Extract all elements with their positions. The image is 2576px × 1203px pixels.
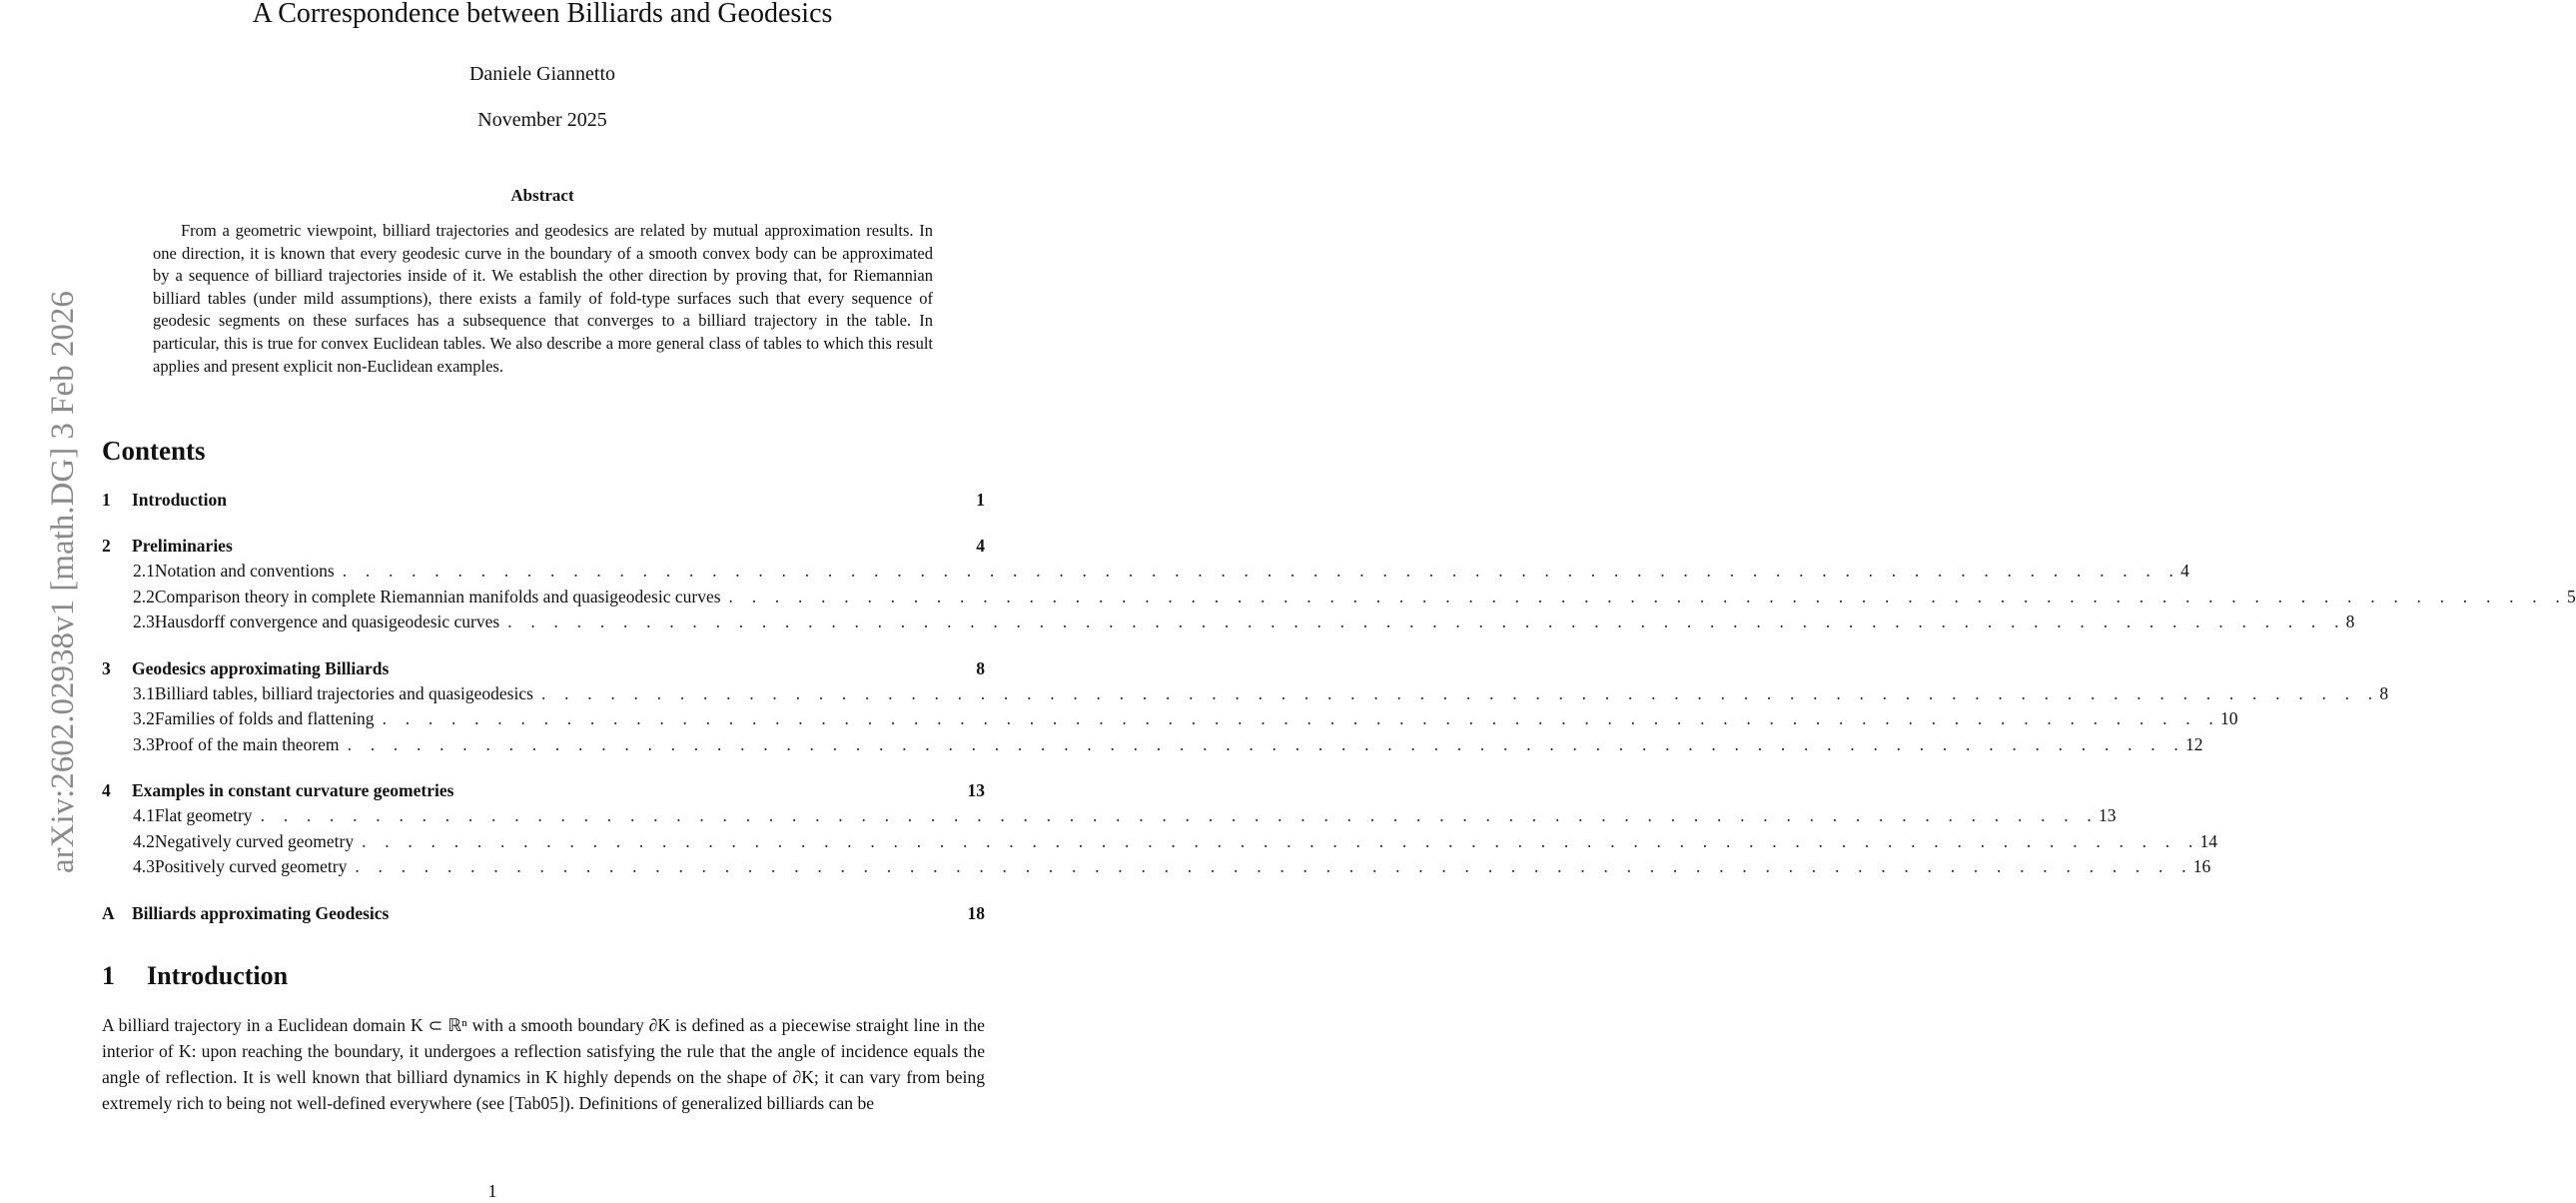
toc-subsection-label: Positively curved geometry [154, 856, 348, 876]
toc-section-page: 1 [976, 490, 985, 510]
toc-dot-leader: . . . . . . . . . . . . . . . . . . . . . . . . . . . . . . . . . . . . . . . . . . . . . . . . . . . . . . . . . . . . . . . . . . . . . . . . . . . . . . . . [362, 830, 2200, 851]
toc-section-label: Introduction [132, 490, 227, 510]
toc-subsection-page: 16 [2192, 856, 2211, 876]
toc-subsection-page: 10 [2220, 708, 2238, 728]
toc-dot-leader: . . . . . . . . . . . . . . . . . . . . . . . . . . . . . . . . . . . . . . . . . . . . . . . . . . . . . . . . . . . . . . . . . . . . . . . . . . . . . . . . [260, 805, 2099, 825]
arxiv-identifier-margin [0, 190, 81, 874]
toc-subsection-3.3[interactable] [102, 732, 2203, 758]
toc-subsection-label: Hausdorff convergence and quasigeodesic curves [154, 611, 500, 631]
page-number: 1 [487, 1181, 497, 1201]
toc-dot-leader: . . . . . . . . . . . . . . . . . . . . . . . . . . . . . . . . . . . . . . . . . . . . . . . . . . . . . . . . . . . . . . . . . . . . . . . . . . . . . . . . [382, 708, 2220, 728]
introduction-heading [102, 959, 288, 993]
paper-date: November 2025 [477, 109, 607, 131]
toc-dot-leader: . . . . . . . . . . . . . . . . . . . . . . . . . . . . . . . . . . . . . . . . . . . . . . . . . . . . . . . . . . . . . . . . . . . . . . . . . . . . . . . . [355, 856, 2193, 876]
abstract-heading: Abstract [510, 186, 574, 205]
paper-author: Daniele Giannetto [468, 63, 616, 85]
toc-subsection-label: Billiard tables, billiard trajectories and quasigeodesics [154, 682, 533, 703]
toc-subsection-2.1[interactable] [102, 559, 2189, 585]
toc-section-page: 13 [967, 780, 985, 800]
arxiv-identifier: arXiv:2602.02938v1 [math.DG] 3 Feb 2026 [45, 291, 81, 873]
toc-subsection-page: 5 [2566, 586, 2576, 606]
toc-subsection-2.3[interactable] [102, 609, 2355, 635]
toc-subsection-number: 2.1 [133, 561, 155, 581]
toc-subsection-number: 2.3 [133, 611, 155, 631]
abstract-text: From a geometric viewpoint, billiard trajectories and geodesics are related by mutual approximation results. In one direction, it is known that every geodesic curve in the boundary of a smooth convex body can be approximated by a sequence of billiard trajectories inside of it. We establish the other direction by proving that, for Riemannian billiard tables (under mild assumptions), there exists a family of fold-type surfaces such that every sequence of geodesic segments on these surfaces has a subsequence that converges to a billiard trajectory in the table. In particular, this is true for convex Euclidean tables. We also describe a more general class of tables to which this result applies and present explicit non-Euclidean examples. [153, 221, 933, 376]
toc-subsection-number: 4.1 [133, 805, 155, 825]
toc-dot-leader: . . . . . . . . . . . . . . . . . . . . . . . . . . . . . . . . . . . . . . . . . . . . . . . . . . . . . . . . . . . . . . . . . . . . . . . . . . . . . . . . [540, 682, 2380, 703]
toc-section-A[interactable] [102, 900, 985, 926]
toc-subsection-number: 4.2 [133, 830, 155, 851]
toc-subsection-label: Notation and conventions [154, 561, 335, 581]
toc-subsection-number: 3.3 [133, 733, 155, 754]
toc-subsection-label: Proof of the main theorem [154, 733, 340, 754]
toc-subsection-number: 4.3 [133, 856, 155, 876]
introduction-number: 1 [102, 961, 115, 990]
toc-section-number: 4 [102, 780, 111, 800]
toc-section-2[interactable] [102, 533, 985, 559]
toc-section-3[interactable] [102, 655, 985, 681]
toc-subsection-label: Families of folds and flattening [154, 708, 375, 728]
toc-section-page: 4 [976, 536, 985, 556]
toc-subsection-3.1[interactable] [102, 681, 2389, 707]
toc-section-label: Geodesics approximating Billiards [132, 657, 390, 678]
toc-subsection-4.1[interactable] [102, 803, 2117, 829]
toc-subsection-number: 3.2 [133, 708, 155, 728]
toc-dot-leader: . . . . . . . . . . . . . . . . . . . . . . . . . . . . . . . . . . . . . . . . . . . . . . . . . . . . . . . . . . . . . . . . . . . . . . . . . . . . . . . . [342, 561, 2181, 581]
introduction-text: A billiard trajectory in a Euclidean domain K ⊂ ℝⁿ with a smooth boundary ∂K is defined as a piecewise straight line in the interior of K: upon reaching the boundary, it undergoes a reflection satisfying the rule that the angle of incidence equals the angle of reflection. It is well known that billiard dynamics in K highly depends on the shape of ∂K; it can vary from being extremely rich to being not well-defined everywhere (see [Tab05]). Definitions of generalized billiards can be [102, 1015, 985, 1113]
toc-subsection-label: Comparison theory in complete Riemannian manifolds and quasigeodesic curves [154, 586, 721, 606]
toc-subsection-number: 3.1 [133, 682, 155, 703]
toc-subsection-page: 12 [2185, 733, 2203, 754]
toc-subsection-page: 8 [2379, 682, 2389, 703]
toc-section-label: Preliminaries [132, 536, 233, 556]
toc-subsection-page: 8 [2345, 611, 2355, 631]
toc-subsection-page: 4 [2180, 561, 2189, 581]
table-of-contents [102, 487, 2576, 926]
toc-section-number: 1 [102, 490, 111, 510]
introduction-title: Introduction [147, 961, 289, 990]
toc-section-page: 18 [967, 902, 985, 923]
toc-dot-leader: . . . . . . . . . . . . . . . . . . . . . . . . . . . . . . . . . . . . . . . . . . . . . . . . . . . . . . . . . . . . . . . . . . . . . . . . . . . . . . . . [728, 586, 2567, 606]
toc-subsection-2.2[interactable] [102, 585, 2576, 610]
toc-section-number: 3 [102, 657, 111, 678]
toc-subsection-4.3[interactable] [102, 854, 2211, 880]
toc-subsection-4.2[interactable] [102, 829, 2218, 855]
toc-subsection-page: 13 [2099, 805, 2117, 825]
contents-heading: Contents [102, 436, 206, 466]
toc-section-4[interactable] [102, 777, 985, 803]
toc-section-1[interactable] [102, 487, 985, 513]
toc-subsection-label: Negatively curved geometry [154, 830, 355, 851]
toc-subsection-number: 2.2 [133, 586, 155, 606]
toc-dot-leader: . . . . . . . . . . . . . . . . . . . . . . . . . . . . . . . . . . . . . . . . . . . . . . . . . . . . . . . . . . . . . . . . . . . . . . . . . . . . . . . . [347, 733, 2185, 754]
toc-section-label: Examples in constant curvature geometries [132, 780, 454, 800]
toc-dot-leader: . . . . . . . . . . . . . . . . . . . . . . . . . . . . . . . . . . . . . . . . . . . . . . . . . . . . . . . . . . . . . . . . . . . . . . . . . . . . . . . . [507, 611, 2346, 631]
toc-section-number: 2 [102, 536, 111, 556]
toc-section-page: 8 [976, 657, 985, 678]
toc-subsection-3.2[interactable] [102, 706, 2238, 732]
toc-subsection-label: Flat geometry [154, 805, 253, 825]
toc-section-number: A [102, 902, 115, 923]
toc-subsection-page: 14 [2199, 830, 2218, 851]
paper-title: A Correspondence between Billiards and Geodesics [252, 0, 833, 29]
toc-section-label: Billiards approximating Geodesics [132, 902, 390, 923]
